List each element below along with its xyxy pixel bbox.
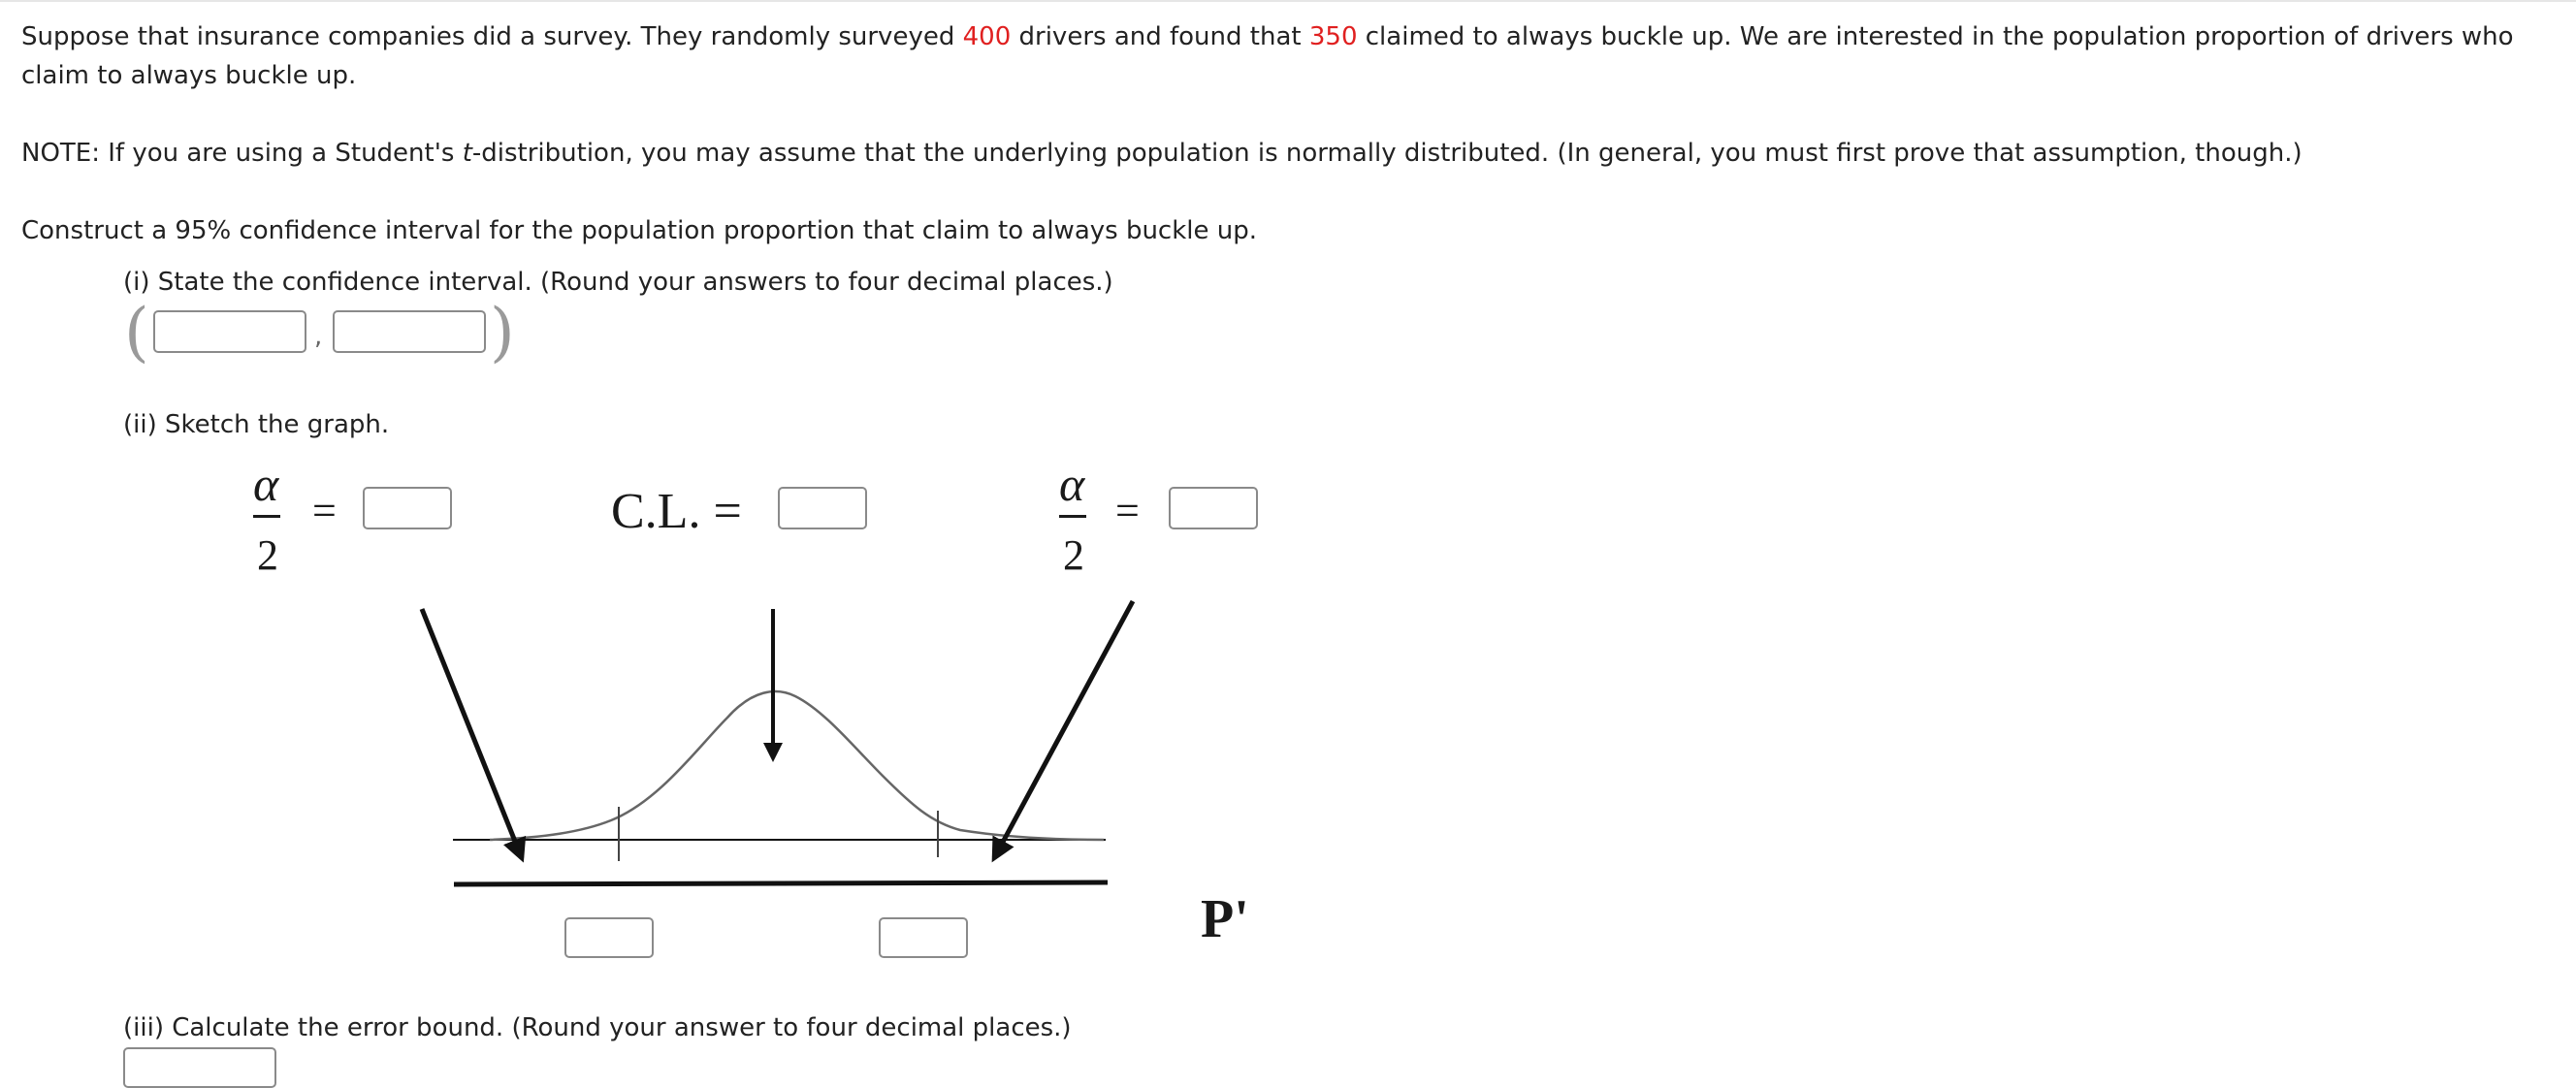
part-iii-label: (iii) Calculate the error bound. (Round your answer to four decimal places.) bbox=[123, 1013, 1072, 1042]
open-paren: ( bbox=[124, 295, 149, 369]
ci-separator: , bbox=[314, 322, 323, 351]
part-i-label: (i) State the confidence interval. (Round your answers to four decimal places.) bbox=[123, 268, 1113, 297]
confidence-level-label: C.L. = bbox=[611, 484, 742, 539]
note-text-b: -distribution, you may assume that the underlying population is normally distributed. (In general, you must first prove that assumption, though.) bbox=[471, 139, 2302, 168]
intro-text-b: drivers and found that bbox=[1011, 22, 1309, 51]
left-alpha-symbol: α bbox=[253, 457, 279, 511]
error-bound-input[interactable] bbox=[123, 1047, 276, 1088]
note-text-a: NOTE: If you are using a Student's bbox=[21, 139, 463, 168]
note-t-symbol: t bbox=[462, 139, 472, 168]
intro-text-c: claimed to always buckle up. We are interested in the population proportion of drivers who bbox=[1357, 22, 2514, 51]
part-ii-label: (ii) Sketch the graph. bbox=[123, 410, 390, 439]
upper-bound-input[interactable] bbox=[879, 917, 968, 958]
left-tail-arrow bbox=[422, 609, 522, 858]
bell-curve bbox=[490, 691, 1104, 840]
close-paren: ) bbox=[490, 295, 515, 369]
right-tail-arrow bbox=[994, 601, 1133, 858]
sample-size-value: 400 bbox=[962, 22, 1012, 51]
right-alpha-symbol: α bbox=[1059, 457, 1085, 511]
construct-instruction: Construct a 95% confidence interval for the population proportion that claim to always buckle up. bbox=[21, 216, 1258, 245]
intro-text-a: Suppose that insurance companies did a survey. They randomly surveyed bbox=[21, 22, 963, 51]
problem-intro-line2: claim to always buckle up. bbox=[21, 61, 357, 90]
left-equals-sign: = bbox=[312, 487, 337, 534]
left-denominator: 2 bbox=[257, 531, 278, 579]
lower-bound-input[interactable] bbox=[564, 917, 654, 958]
right-denominator: 2 bbox=[1063, 531, 1084, 579]
success-count-value: 350 bbox=[1308, 22, 1358, 51]
horizontal-axis bbox=[454, 882, 1108, 884]
right-equals-sign: = bbox=[1115, 487, 1140, 534]
axis-label: P' bbox=[1201, 889, 1249, 949]
